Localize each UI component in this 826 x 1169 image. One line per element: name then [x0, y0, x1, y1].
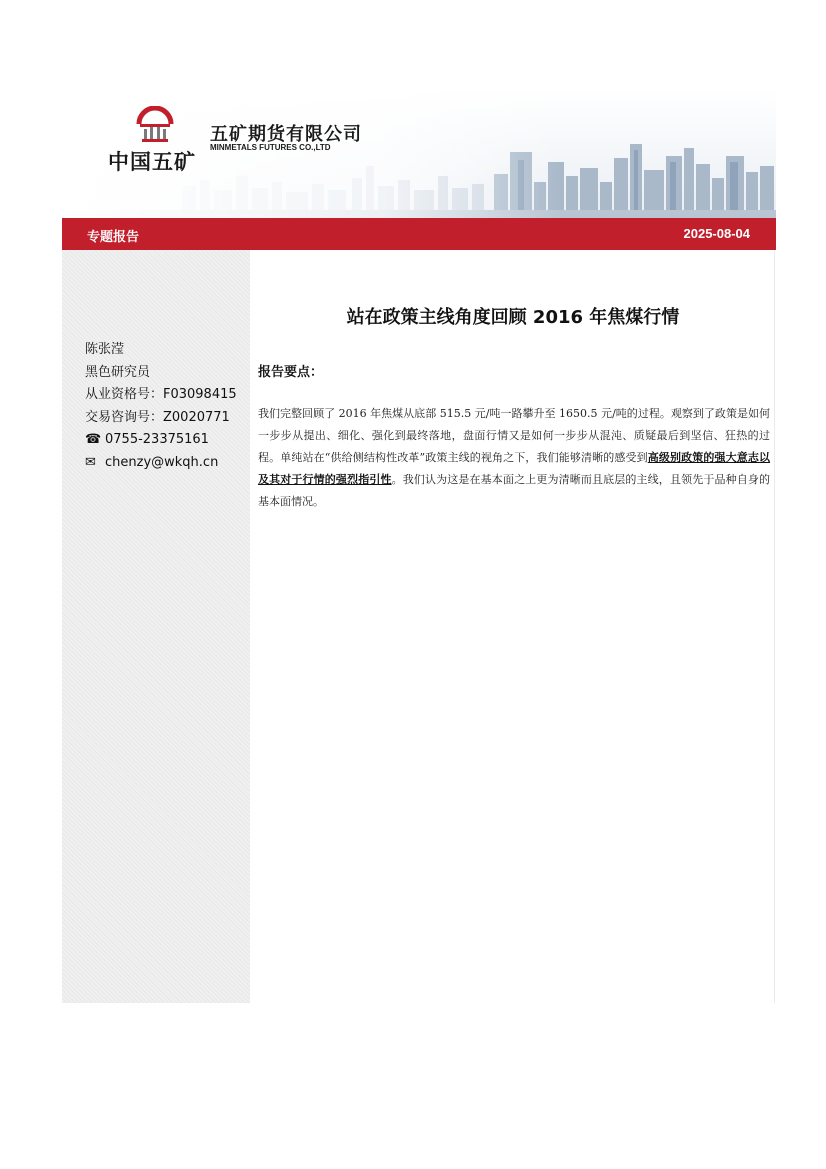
- summary-text-part2: 。我们认为这是在基本面之上更为清晰而且底层的主线，且领先于品种自身的基本面情况。: [258, 473, 771, 508]
- report-summary: [258, 403, 770, 513]
- key-points-heading: 报告要点：: [258, 365, 324, 380]
- right-border-line: [774, 250, 775, 1003]
- company-name-en: MINMETALS FUTURES CO.,LTD: [210, 143, 331, 152]
- report-date: 2025-08-04: [683, 226, 750, 241]
- phone-number: 0755-23375161: [105, 432, 209, 447]
- analyst-name: 陈张滢: [85, 342, 125, 357]
- analyst-phone: [85, 429, 237, 452]
- analyst-consult-number: 交易咨询号：Z0020771: [85, 409, 230, 425]
- analyst-role: 黑色研究员: [85, 364, 151, 380]
- email-icon: ✉: [85, 454, 96, 470]
- company-name-cn: 五矿期货有限公司: [210, 124, 362, 145]
- email-address[interactable]: chenzy@wkqh.cn: [105, 454, 219, 470]
- report-type-label: 专题报告: [87, 230, 140, 245]
- phone-icon: ☎: [85, 432, 102, 447]
- analyst-info: [85, 339, 237, 474]
- analyst-qualification: 从业资格号：F03098415: [85, 387, 237, 402]
- summary-text-part1: 我们完整回顾了 2016 年焦煤从底部 515.5 元/吨一路攀升至 1650.5 元/吨的过程。观察到了政策是如何一步步从提出、细化、强化到最终落地，盘面行情又是如何一步步从混沌、质疑最后到坚信、狂热的过程。单纯站在“供给侧结构性改革”政策主线的视角之下，我们能够清晰的感受到: [258, 407, 770, 464]
- report-type-banner: [62, 218, 776, 250]
- summary-emphasis: 高级别政策的强大意志以及其对于行情的强烈指引性: [258, 451, 770, 486]
- report-header: [62, 90, 776, 218]
- report-title: 站在政策主线角度回顾 2016 年焦煤行情: [346, 307, 680, 328]
- analyst-email: [85, 452, 237, 475]
- logo-text: 中国五矿: [108, 150, 196, 174]
- minmetals-logo-icon: [136, 106, 174, 142]
- analyst-sidebar: [62, 250, 250, 1003]
